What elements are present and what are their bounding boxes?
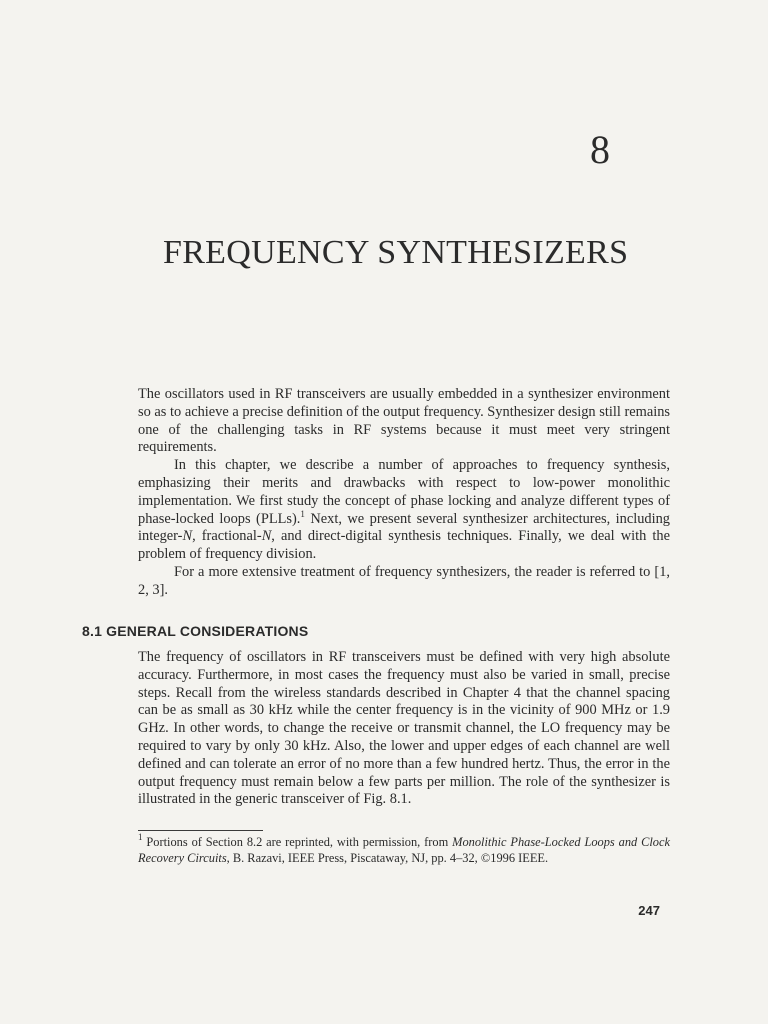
variable-n: N xyxy=(261,528,272,545)
intro-paragraph-3: For a more extensive treatment of frequency synthesizers, the reader is referred to [1, 2, 3]. xyxy=(138,563,670,598)
chapter-introduction xyxy=(138,386,670,600)
chapter-number: 8 xyxy=(590,127,610,172)
variable-n: N xyxy=(182,528,193,545)
intro-paragraph-2-text-a: In this chapter, we describe a number of approaches to frequency synthesis, emphasizing their merits and drawbacks with respect to low-power monolithic implementation. We first study the concept of phase locking and analyze different types of phase-locked loops (PLLs). xyxy=(138,457,670,527)
footnote-divider xyxy=(138,830,263,831)
intro-paragraph-2-text-c: , fractional- xyxy=(192,528,262,545)
page-number: 247 xyxy=(638,903,660,918)
intro-paragraph-2-text-d: , and direct-digital synthesis techniques. Finally, we deal with the problem of frequency division. xyxy=(138,528,670,563)
intro-paragraph-2 xyxy=(138,457,670,564)
intro-paragraph-2-text-b: Next, we present several synthesizer architectures, including integer- xyxy=(138,510,670,545)
footnote-text-b: , B. Razavi, IEEE Press, Piscataway, NJ, pp. 4–32, ©1996 IEEE. xyxy=(226,851,549,865)
chapter-title: FREQUENCY SYNTHESIZERS xyxy=(163,234,629,271)
footnote-book-title: Monolithic Phase-Locked Loops and Clock Recovery Circuits xyxy=(138,835,670,865)
footnote xyxy=(138,834,670,866)
intro-paragraph-1: The oscillators used in RF transceivers are usually embedded in a synthesizer environment so as to achieve a precise definition of the output frequency. Synthesizer design still remains one of the challenging tasks in RF systems because it must meet very stringent requirements. xyxy=(138,386,670,456)
footnote-mark: 1 xyxy=(138,832,143,842)
section-paragraph: The frequency of oscillators in RF transceivers must be defined with very high absolute accuracy. Furthermore, in most cases the frequency must also be varied in small, precise steps. Recall from the wireless standards described in Chapter 4 that the channel spacing can be as small as 30 kHz while the center frequency is in the vicinity of 900 MHz or 1.9 GHz. In other words, to change the receive or transmit channel, the LO frequency may be required to vary by only 30 kHz. Also, the lower and upper edges of each channel are well defined and can tolerate an error of no more than a few hundred hertz. Thus, the error in the output frequency must remain below a few parts per million. The role of the synthesizer is illustrated in the generic transceiver of Fig. 8.1. xyxy=(138,649,670,808)
section-heading: 8.1 GENERAL CONSIDERATIONS xyxy=(82,623,309,639)
footnote-text-a: Portions of Section 8.2 are reprinted, with permission, from xyxy=(142,835,453,849)
footnote-reference-mark: 1 xyxy=(300,508,305,519)
